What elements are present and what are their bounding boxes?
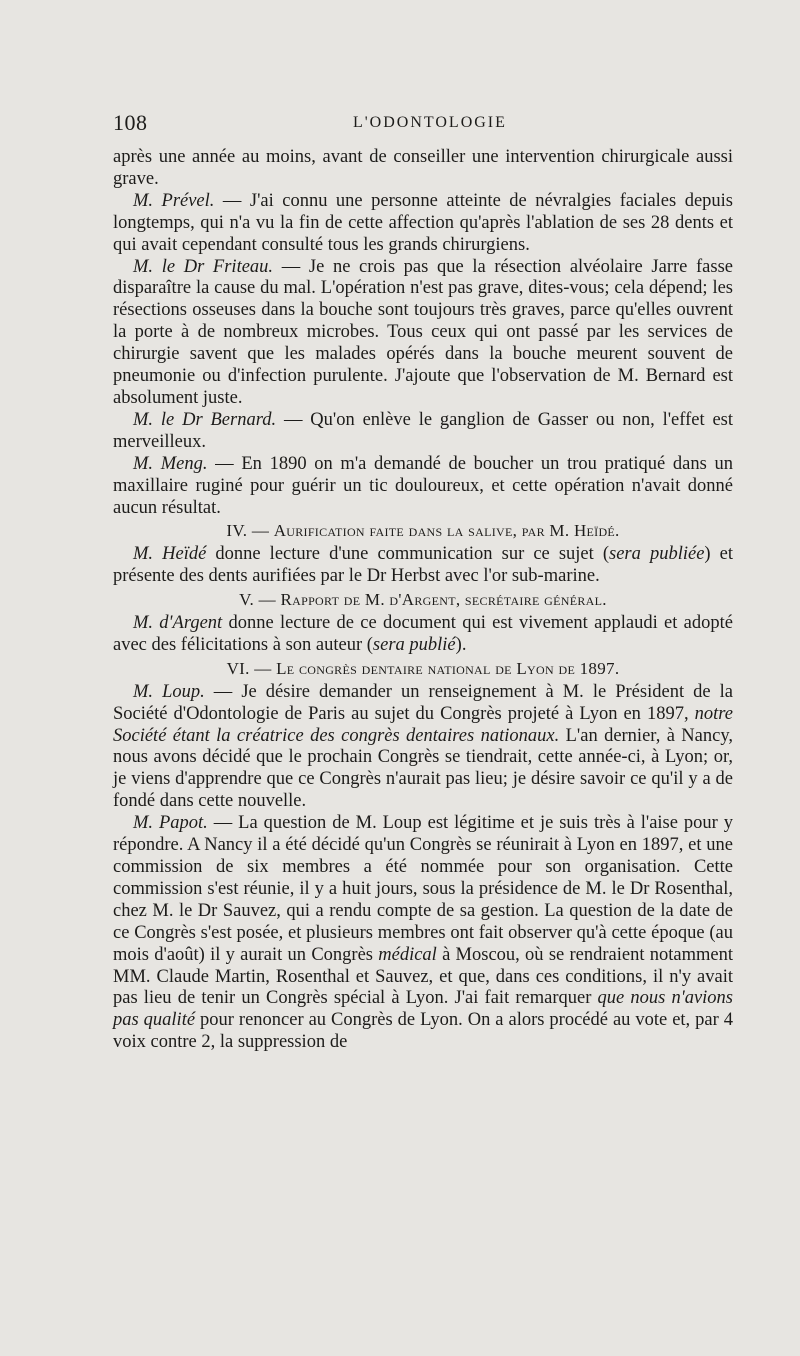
paragraph-text: pour renoncer au Congrès de Lyon. On a alors procédé au vote et, par 4 voix contre 2, la suppression de bbox=[113, 1010, 733, 1053]
paragraph bbox=[113, 410, 733, 454]
speaker-name: M. Heïdé bbox=[133, 544, 207, 565]
section-heading bbox=[113, 658, 733, 680]
page-number: 108 bbox=[113, 110, 148, 135]
paragraph-text: — J'ai connu une personne atteinte de névralgies faciales depuis longtemps, qui n'a vu la fin de cette affection qu'après l'ablation de ses 28 dents et qui avait cependant consulté tous les grands chirurgiens. bbox=[113, 190, 733, 255]
section-title: Le congrès dentaire national de Lyon de 1897. bbox=[276, 658, 620, 678]
section-heading bbox=[113, 520, 733, 542]
italic-text: notre Société étant la créatrice des congrès dentaires nationaux. bbox=[113, 703, 733, 746]
running-title: L'ODONTOLOGIE bbox=[353, 114, 507, 131]
paragraph bbox=[113, 544, 733, 588]
paragraph-text: après une année au moins, avant de conseiller une intervention chirurgicale aussi grave. bbox=[113, 147, 733, 189]
speaker-name: M. le Dr Friteau. bbox=[133, 256, 274, 277]
paragraph bbox=[113, 813, 733, 1054]
paragraph-text: donne lecture d'une communication sur ce sujet ( bbox=[206, 544, 610, 565]
speaker-name: M. Meng. bbox=[133, 453, 208, 474]
paragraph bbox=[113, 454, 733, 520]
paragraph bbox=[113, 613, 733, 657]
speaker-name: M. Loup. bbox=[133, 681, 205, 702]
paragraph bbox=[113, 147, 733, 191]
paragraph bbox=[113, 682, 733, 813]
section-title: Aurification faite dans la salive, par M. Heïdé. bbox=[273, 521, 620, 541]
section-number: V. — bbox=[239, 590, 281, 610]
section-number: VI. — bbox=[226, 658, 277, 678]
paragraph-text: à Moscou, où se rendraient notamment MM. Claude Martin, Rosenthal et Sauvez, et que, dans ces conditions, il n'y avait pas lieu de tenir un Congrès spécial à Lyon. J'ai fait remarquer bbox=[113, 944, 733, 1009]
paragraph-text: — Je ne crois pas que la résection alvéolaire Jarre fasse disparaître la cause du mal. L'opération n'est pas grave, dites-vous; cela dépend; les résections osseuses dans la bouche sont toujours très graves, parce qu'elles ouvrent la porte à de nombreux microbes. Tous ceux qui ont passé par les services de chirurgie savent que les malades opérés dans la bouche meurent souvent de pneumonie ou d'infection purulente. J'ajoute que l'observation de M. Bernard est absolument juste. bbox=[113, 256, 733, 408]
italic-text: médical bbox=[378, 944, 437, 965]
paragraph-text: — Je désire demander un renseignement à M. le Président de la Société d'Odontologie de Paris au sujet du Congrès projeté à Lyon en 1897, bbox=[113, 681, 733, 724]
paragraph-text: donne lecture de ce document qui est vivement applaudi et adopté avec des félicitations à son auteur ( bbox=[113, 613, 733, 655]
paragraph-text: ). bbox=[455, 634, 467, 655]
paragraph-text: — La question de M. Loup est légitime et je suis très à l'aise pour y répondre. A Nancy il a été décidé qu'un Congrès se réunirait à Lyon en 1897, et une commission de six membres a été nommée pour son organisation. Cette commission s'est réunie, il y a huit jours, sous la présidence de M. le Dr Rosenthal, chez M. le Dr Sauvez, qui a rendu compte de sa gestion. La question de la date de ce Congrès s'est posée, et plusieurs membres ont fait observer qu'à cette époque (au mois d'août) il y aurait un Congrès bbox=[113, 813, 733, 965]
body-text bbox=[113, 147, 733, 1054]
speaker-name: M. Prével. bbox=[133, 190, 215, 211]
italic-text: sera publiée bbox=[609, 544, 705, 565]
speaker-name: M. Papot. bbox=[133, 813, 208, 834]
italic-text: que nous n'avions pas qualité bbox=[113, 988, 734, 1031]
paragraph-text: — Qu'on enlève le ganglion de Gasser ou non, l'effet est merveilleux. bbox=[113, 409, 733, 452]
section-title: Rapport de M. d'Argent, secrétaire général. bbox=[280, 590, 607, 610]
speaker-name: M. d'Argent bbox=[133, 613, 223, 634]
page-header bbox=[113, 110, 733, 138]
paragraph-text: ) et présente des dents aurifiées par le Dr Herbst avec l'or sub-marine. bbox=[113, 544, 734, 587]
italic-text: sera publié bbox=[372, 634, 456, 655]
paragraph-text: — En 1890 on m'a demandé de boucher un trou pratiqué dans un maxillaire ruginé pour guérir un tic douloureux, et cette opération n'avait donné aucun résultat. bbox=[113, 453, 733, 518]
speaker-name: M. le Dr Bernard. bbox=[133, 409, 277, 430]
section-number: IV. — bbox=[226, 521, 274, 541]
paragraph bbox=[113, 191, 733, 257]
paragraph bbox=[113, 257, 733, 410]
section-heading bbox=[113, 589, 733, 611]
paragraph-text: L'an dernier, à Nancy, nous avons décidé que le prochain Congrès se tiendrait, cette année-ci, à Lyon; or, je viens d'apprendre que ce Congrès n'aurait pas lieu; je désire savoir ce qu'il y a de fondé dans cette nouvelle. bbox=[113, 725, 733, 812]
